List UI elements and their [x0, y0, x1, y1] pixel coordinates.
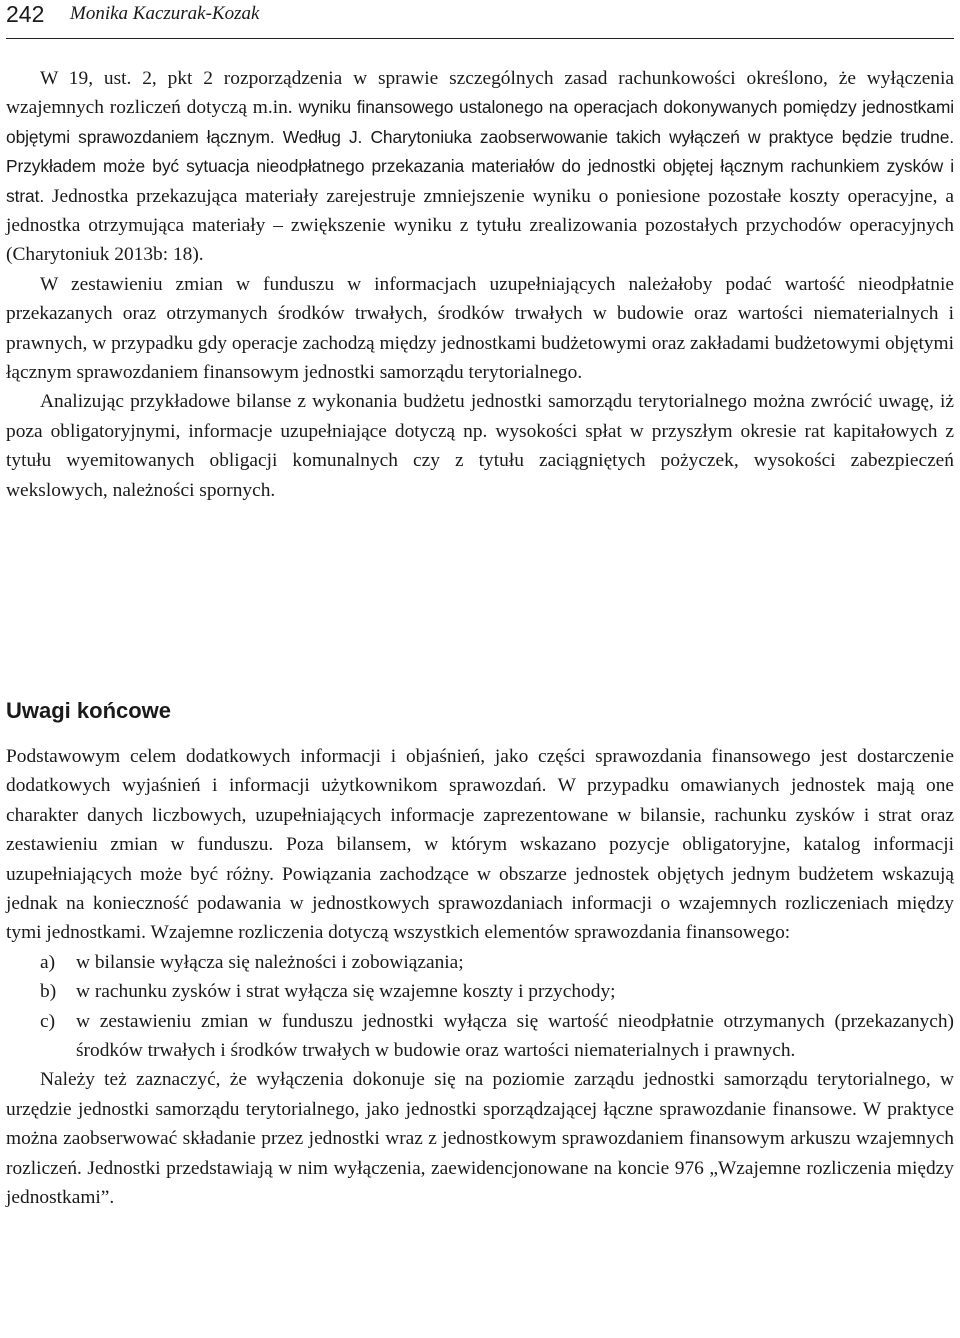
paragraph-1-sans-run: wyniku finansowego ustalonego na operacjach dokonywanych pomiędzy jednostkami objętymi sprawozdaniem łącznym. Według J. Charytoniuka zaobserwowanie takich wyłączeń w praktyce będzie trudne. Przykładem może być sytuacja nieodpłatnego przekazania materiałów do jednostki objętej łącznym rachunkiem zysków i strat.: [6, 97, 954, 206]
body-text-conclusions: [6, 742, 954, 1213]
running-author: Monika Kaczurak-Kozak: [70, 3, 260, 24]
list-item: [6, 977, 954, 1006]
running-header: [6, 0, 954, 39]
conclusion-paragraph-1: Podstawowym celem dodatkowych informacji i objaśnień, jako części sprawozdania finansowego jest dostarczenie dodatkowych wyjaśnień i informacji użytkownikom sprawozdań. W przypadku omawianych jednostek mają one charakter danych liczbowych, uzupełniających informacje zaprezentowane w bilansie, rachunku zysków i strat oraz zestawieniu zmian w funduszu. Poza bilansem, w którym wskazano pozycje obligatoryjne, katalog informacji uzupełniających może być różny. Powiązania zachodzące w obszarze jednostek objętych jednym budżetem wskazują jednak na konieczność podawania w jednostkowych sprawozdaniach informacji o wzajemnych rozliczeniach między tymi jednostkami. Wzajemne rozliczenia dotyczą wszystkich elementów sprawozdania finansowego:: [6, 746, 954, 944]
list-item-text: w zestawieniu zmian w funduszu jednostki wyłącza się wartość nieodpłatnie otrzymanych (przekazanych) środków trwałych i środków trwałych w budowie oraz wartości niematerialnych i prawnych.: [76, 1010, 954, 1062]
list-item-text: w rachunku zysków i strat wyłącza się wzajemne koszty i przychody;: [76, 981, 616, 1003]
conclusion-paragraph-2: Należy też zaznaczyć, że wyłączenia dokonuje się na poziomie zarządu jednostki samorządu terytorialnego, w urzędzie jednostki samorządu terytorialnego, jako jednostki sporządzającej łączne sprawozdanie finansowe. W praktyce można zaobserwować składanie przez jednostki wraz z jednostkowym sprawozdaniem finansowym arkuszu wzajemnych rozliczeń. Jednostki przedstawiają w nim wyłączenia, zaewidencjonowane na koncie 976 „Wzajemne rozliczenia między jednostkami”.: [6, 1069, 954, 1209]
paragraph-1-start: W 19, ust. 2, pkt 2 rozporządzenia w sprawie szczególnych zasad rachunkowości określono, że wyłączenia wzajemnych rozliczeń dotyczą m.in.: [6, 68, 954, 119]
body-text-main: [6, 64, 954, 505]
list-item-text: w bilansie wyłącza się należności i zobowiązania;: [76, 951, 464, 973]
list-item: [6, 948, 954, 977]
paragraph-1: [6, 64, 954, 270]
list-item: [6, 1007, 954, 1066]
section-heading: Uwagi końcowe: [6, 698, 172, 723]
page-number: 242: [6, 1, 45, 27]
list-marker: c): [40, 1010, 56, 1032]
paragraph-2: W zestawieniu zmian w funduszu w informacjach uzupełniających należałoby podać wartość nieodpłatnie przekazanych oraz otrzymanych środków trwałych, środków trwałych w budowie oraz wartości niematerialnych i prawnych, w przypadku gdy operacje zachodzą między jednostkami budżetowymi oraz zakładami budżetowymi objętymi łącznym sprawozdaniem finansowym jednostki samorządu terytorialnego.: [6, 273, 954, 384]
list-marker: a): [40, 951, 56, 973]
paragraph-3: Analizując przykładowe bilanse z wykonania budżetu jednostki samorządu terytorialnego można zwrócić uwagę, iż poza obligatoryjnymi, informacje uzupełniające dotyczą np. wysokości spłat w przyszłym okresie rat kapitałowych z tytułu wyemitowanych obligacji komunalnych czy z tytułu zaciągniętych pożyczek, wysokości zabezpieczeń wekslowych, należności spornych.: [6, 391, 954, 501]
list-marker: b): [40, 981, 57, 1003]
paragraph-1-end: Jednostka przekazująca materiały zarejestruje zmniejszenie wyniku o poniesione pozostałe koszty operacyjne, a jednostka otrzymująca materiały – zwiększenie wyniku z tytułu zrealizowania pozostałych przychodów operacyjnych (Charytoniuk 2013b: 18).: [6, 185, 954, 266]
exclusions-list: [6, 948, 954, 1066]
